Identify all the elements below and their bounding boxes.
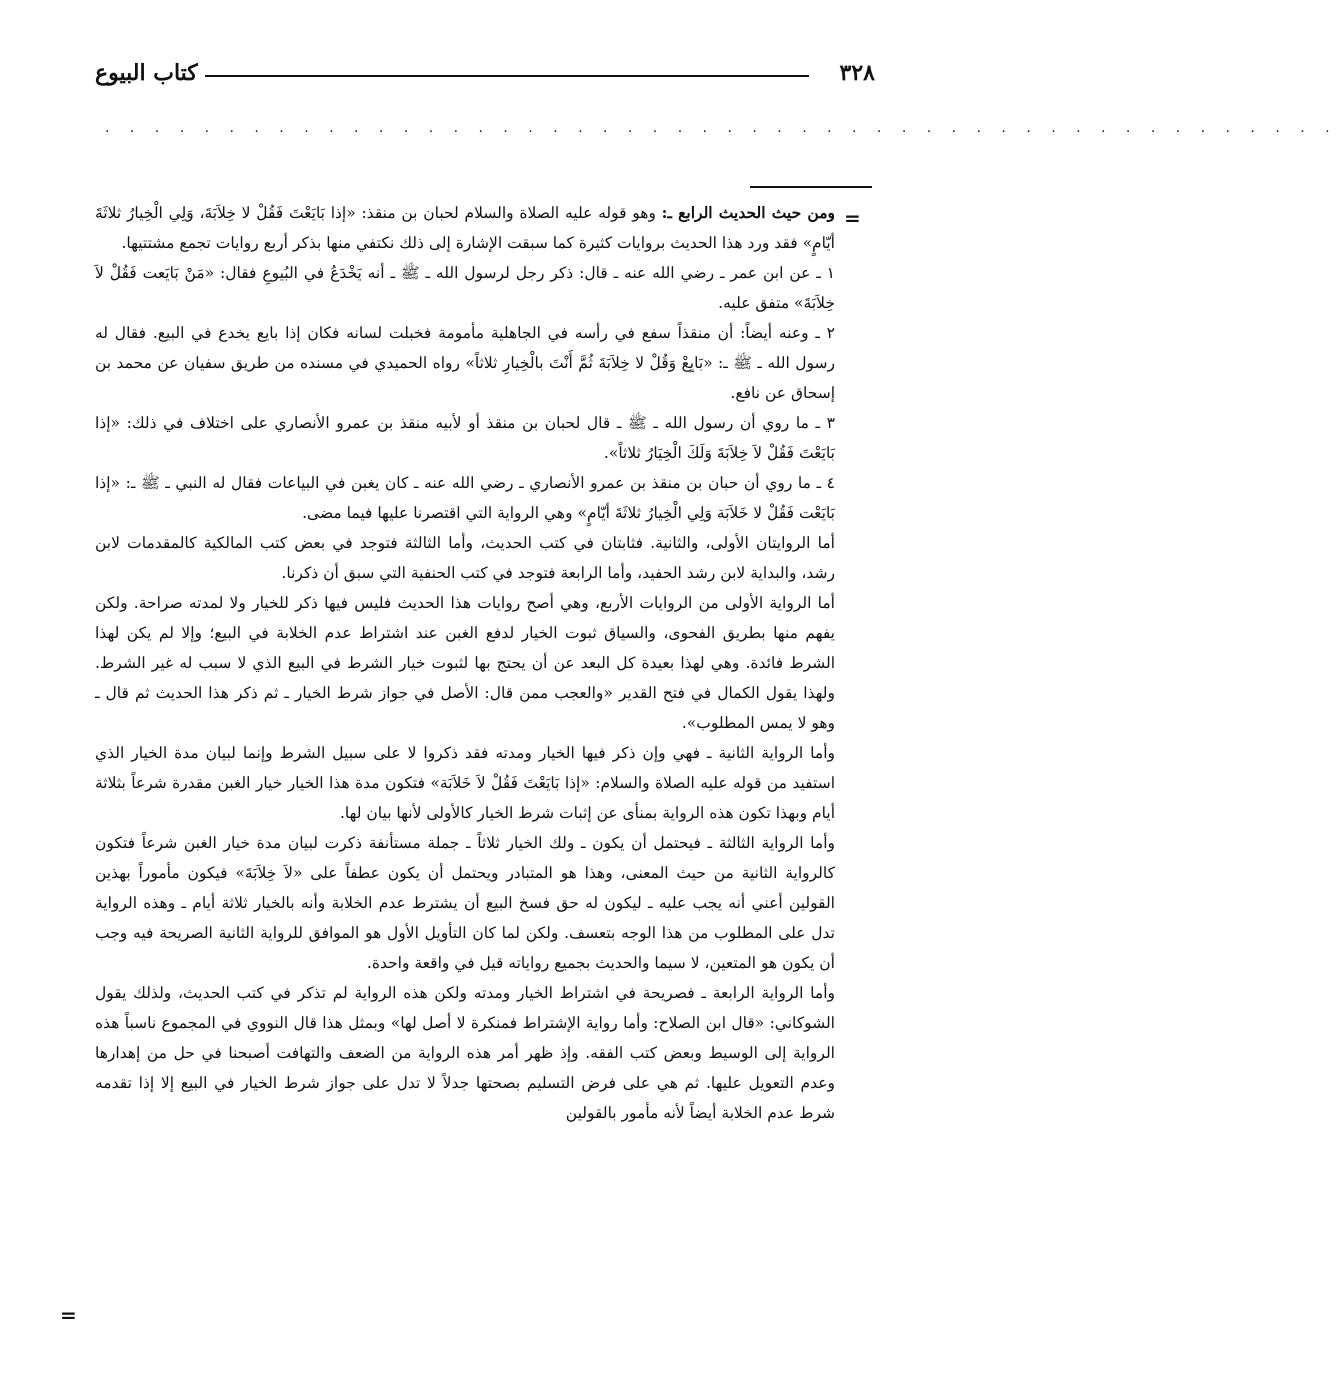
- header-rule: [205, 75, 809, 77]
- running-header: [95, 60, 875, 90]
- paragraph: [95, 318, 835, 408]
- paragraph: [95, 408, 835, 468]
- continuation-mark-end: =: [60, 1303, 77, 1327]
- paragraph: [95, 258, 835, 318]
- separator-dots: . . . . . . . . . . . . . . . . . . . . . . . . . . . . . . . . . . . . . . . . . . . . . . . . . .: [105, 120, 1338, 136]
- paragraph: [95, 528, 835, 588]
- paragraph-text: وأما الرواية الرابعة ـ فصريحة في اشتراط الخيار ومدته ولكن هذه الرواية لم تذكر في كتب الحديث، ولذلك يقول الشوكاني: «قال ابن الصلاح: وأما رواية الإشتراط فمنكرة لا أصل لها» وبمثل هذا قال النووي في المجموع ناسباً هذه الرواية إلى الوسيط وبعض كتب الفقه. وإذ ظهر أمر هذه الرواية من الضعف والتهافت أصبحنا في حل من إهدارها وعدم التعويل عليها. ثم هي على فرض التسليم بصحتها جدلاً لا تدل على جواز شرط الخيار في البيع إلا إذا تقدمه شرط عدم الخلابة أيضاً لأنه مأمور بالقولين: [95, 984, 835, 1122]
- footnote-body: [95, 198, 835, 1128]
- paragraph-text: أما الروايتان الأولى، والثانية. فثابتان في كتب الحديث، وأما الثالثة فتوجد في بعض كتب المالكية كالمقدمات لابن رشد، والبداية لابن رشد الحفيد، وأما الرابعة فتوجد في كتب الحنفية التي سبق أن ذكرنا.: [95, 534, 835, 582]
- footnote-rule: [750, 186, 872, 188]
- paragraph: [95, 738, 835, 828]
- paragraph-text: ٢ ـ وعنه أيضاً: أن منقذاً سفع في رأسه في الجاهلية مأمومة فخبلت لسانه فكان إذا بايع يخدع في البيع. فقال له رسول الله ـ ﷺ ـ: «بَايِعْ وَقُلْ لا خِلاَبَةَ ثُمَّ أَنْتَ بالْخِيارِ ثلاثاً» رواه الحميدي في مسنده من طريق سفيان عن محمد بن إسحاق عن نافع.: [95, 324, 836, 402]
- paragraph: [95, 828, 835, 978]
- paragraph: [95, 588, 835, 738]
- paragraph: [95, 978, 835, 1128]
- paragraph: [95, 468, 835, 528]
- paragraph-lead: ومن حيث الحديث الرابع ـ:: [661, 203, 835, 222]
- paragraph-text: وأما الرواية الثالثة ـ فيحتمل أن يكون ـ ولك الخيار ثلاثاً ـ جملة مستأنفة ذكرت لبيان مدة خيار الغبن شرعاً فتكون كالرواية الثانية من حيث المعنى، وهذا هو المتبادر ويحتمل أن يكون عطفاً على «لاَ خِلاَبَةَ» فيكون مأموراً بهذين القولين أعني أنه يجب عليه ـ ليكون له حق فسخ البيع أن يشترط عدم الخلابة وأنه بالخيار ثلاثة أيام ـ وهذه الرواية تدل على المطلوب من هذا الوجه بتعسف. ولكن لما كان التأويل الأول هو الموافق للرواية الثانية الصريحة فيه وجب أن يكون هو المتعين، لا سيما والحديث بجميع رواياته قيل في واقعة واحدة.: [95, 834, 835, 972]
- paragraph: [95, 198, 835, 258]
- paragraph-text: وأما الرواية الثانية ـ فهي وإن ذكر فيها الخيار ومدته فقد ذكروا لا على سبيل الشرط وإنما لبيان مدة الخيار الذي استفيد من قوله عليه الصلاة والسلام: «إذا بَايَعْتَ فَقُلْ لاَ خَلاَبَة» فتكون مدة هذا الخيار خيار الغبن مقدرة شرعاً بثلاثة أيام وبهذا تكون هذه الرواية بمنأى عن إثبات شرط الخيار كالأولى لأنها بيان لها.: [95, 744, 835, 822]
- paragraph-text: ١ ـ عن ابن عمر ـ رضي الله عنه ـ قال: ذكر رجل لرسول الله ـ ﷺ ـ أنه يَخْدَعُ في البُيوعِ فقال: «مَنْ بَايَعت فَقُلْ لاَ خِلاَبَةَ» متفق عليه.: [95, 264, 835, 312]
- continuation-mark-start: =: [844, 206, 861, 230]
- book-title: كتاب البيوع: [95, 60, 198, 86]
- paragraph-text: وهو قوله عليه الصلاة والسلام لحبان بن منقذ: «إذا بَايَعْتَ فَقُلْ لا خِلاَبَةَ، وَلِي الْخِيارُ ثلاثَةَ أيّامٍ» فقد ورد هذا الحديث بروايات كثيرة كما سبقت الإشارة إلى ذلك نكتفي منها بذكر أربع روايات تجمع مشتتيها.: [95, 204, 835, 252]
- paragraph-text: ٤ ـ ما روي أن حبان بن منقذ بن عمرو الأنصاري ـ رضي الله عنه ـ كان يغبن في البياعات فقال له النبي ـ ﷺ ـ: «إذا بَايَعْت فَقُلْ لا خَلاَبَة وَلِي الْخِيارُ ثلاثَةَ أيّامٍ» وهي الرواية التي اقتصرنا عليها فيما مضى.: [95, 474, 835, 522]
- paragraph-text: ٣ ـ ما روي أن رسول الله ـ ﷺ ـ قال لحبان بن منقذ أو لأبيه منقذ بن عمرو الأنصاري على اختلاف في ذلك: «إذا بَايَعْتَ فَقُلْ لاَ خِلاَبَةَ وَلَكَ الْخِيَارُ ثلاثاً».: [95, 414, 835, 462]
- page-number: ٣٢٨: [839, 60, 875, 86]
- paragraph-text: أما الرواية الأولى من الروايات الأربع، وهي أصح روايات هذا الحديث فليس فيها ذكر للخيار ولا لمدته صراحة. ولكن يفهم منها بطريق الفحوى، والسياق ثبوت الخيار لدفع الغبن عند اشتراط عدم الخلابة في البيع؛ وإلا لم يكن لهذا الشرط فائدة. وهي لهذا بعيدة كل البعد عن أن يحتج بها لثبوت خيار الشرط في البيع الذي لا سبب له غير الشرط. ولهذا يقول الكمال في فتح القدير «والعجب ممن قال: الأصل في جواز شرط الخيار ـ ثم ذكر هذا الحديث ثم قال ـ وهو لا يمس المطلوب».: [95, 594, 835, 732]
